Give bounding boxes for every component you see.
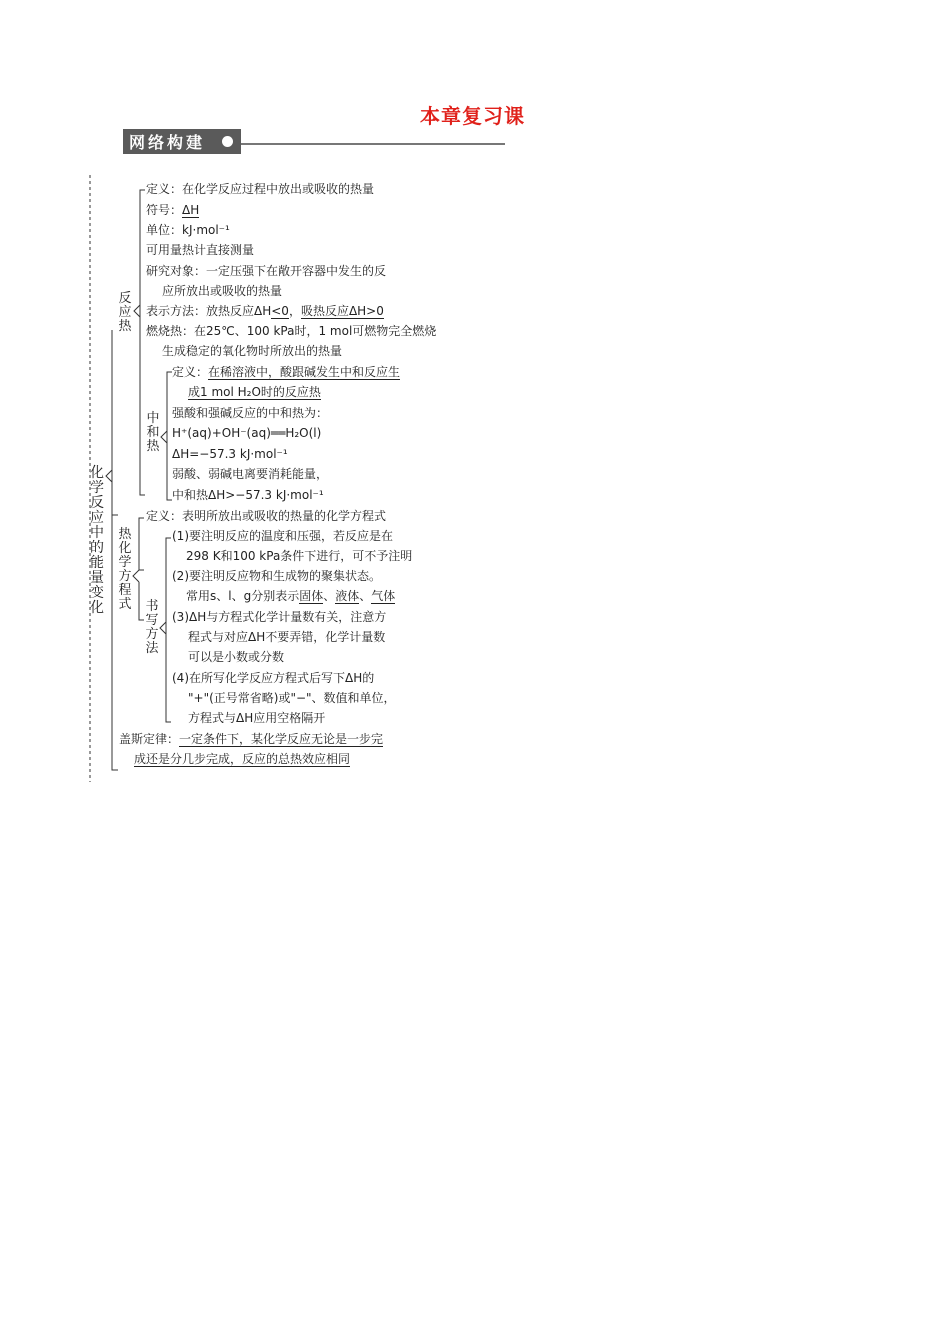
te-rule2-b: 常用s、l、g分别表示固体、液体、气体 bbox=[186, 589, 396, 603]
nh-weak-dh: 中和热ΔH>−57.3 kJ·mol⁻¹ bbox=[172, 488, 324, 502]
hess-law-1: 盖斯定律：一定条件下，某化学反应无论是一步完 bbox=[119, 732, 384, 746]
te-rule1-a: (1)要注明反应的温度和压强，若反应是在 bbox=[172, 529, 393, 543]
rh-unit: 单位：kJ·mol⁻¹ bbox=[146, 223, 230, 237]
te-rule2-a: (2)要注明反应物和生成物的聚集状态。 bbox=[172, 569, 381, 583]
section-header: 网络构建 bbox=[123, 129, 241, 154]
nh-strong: 强酸和强碱反应的中和热为： bbox=[172, 406, 329, 420]
nh-equation: H⁺(aq)+OH⁻(aq)══H₂O(l) bbox=[172, 426, 322, 440]
rh-combustion-2: 生成稳定的氧化物时所放出的热量 bbox=[162, 344, 343, 358]
rh-research-1: 研究对象：一定压强下在敞开容器中发生的反 bbox=[146, 264, 387, 278]
te-rule4-c: 方程式与ΔH应用空格隔开 bbox=[188, 711, 326, 725]
te-rule3-b: 程式与对应ΔH不要弄错，化学计量数 bbox=[188, 630, 386, 644]
rh-symbol: 符号：ΔH bbox=[146, 203, 200, 217]
nh-dh: ΔH=−57.3 kJ·mol⁻¹ bbox=[172, 447, 288, 461]
nh-definition: 定义：在稀溶液中，酸跟碱发生中和反应生 bbox=[172, 365, 401, 379]
nh-definition-2: 成1 mol H₂O时的反应热 bbox=[188, 385, 321, 399]
root-label: 化学反应中的能量变化 bbox=[90, 465, 104, 616]
te-definition: 定义：表明所放出或吸收的热量的化学方程式 bbox=[146, 509, 387, 523]
te-rule4-a: (4)在所写化学反应方程式后写下ΔH的 bbox=[172, 671, 375, 685]
rh-measure: 可用量热计直接测量 bbox=[146, 243, 255, 257]
te-rule3-a: (3)ΔH与方程式化学计量数有关，注意方 bbox=[172, 610, 387, 624]
nh-weak: 弱酸、弱碱电离要消耗能量， bbox=[172, 467, 329, 481]
rh-research-2: 应所放出或吸收的热量 bbox=[162, 284, 283, 298]
te-rule3-c: 可以是小数或分数 bbox=[188, 650, 285, 664]
neutralization-label: 中和热 bbox=[146, 411, 160, 454]
page-title: 本章复习课 bbox=[420, 104, 525, 128]
writing-method-label: 书写方法 bbox=[145, 599, 159, 656]
te-rule1-b: 298 K和100 kPa条件下进行，可不予注明 bbox=[186, 549, 413, 563]
hess-law-2: 成还是分几步完成，反应的总热效应相同 bbox=[134, 752, 351, 766]
thermo-equation-label: 热化学方程式 bbox=[118, 527, 132, 612]
reaction-heat-label: 反应热 bbox=[118, 291, 132, 334]
rh-combustion-1: 燃烧热：在25℃、100 kPa时，1 mol可燃物完全燃烧 bbox=[146, 324, 437, 338]
rh-definition: 定义：在化学反应过程中放出或吸收的热量 bbox=[146, 182, 375, 196]
te-rule4-b: "+"(正号常省略)或"−"、数值和单位， bbox=[188, 691, 396, 705]
rh-representation: 表示方法：放热反应ΔH<0，吸热反应ΔH>0 bbox=[146, 304, 384, 318]
